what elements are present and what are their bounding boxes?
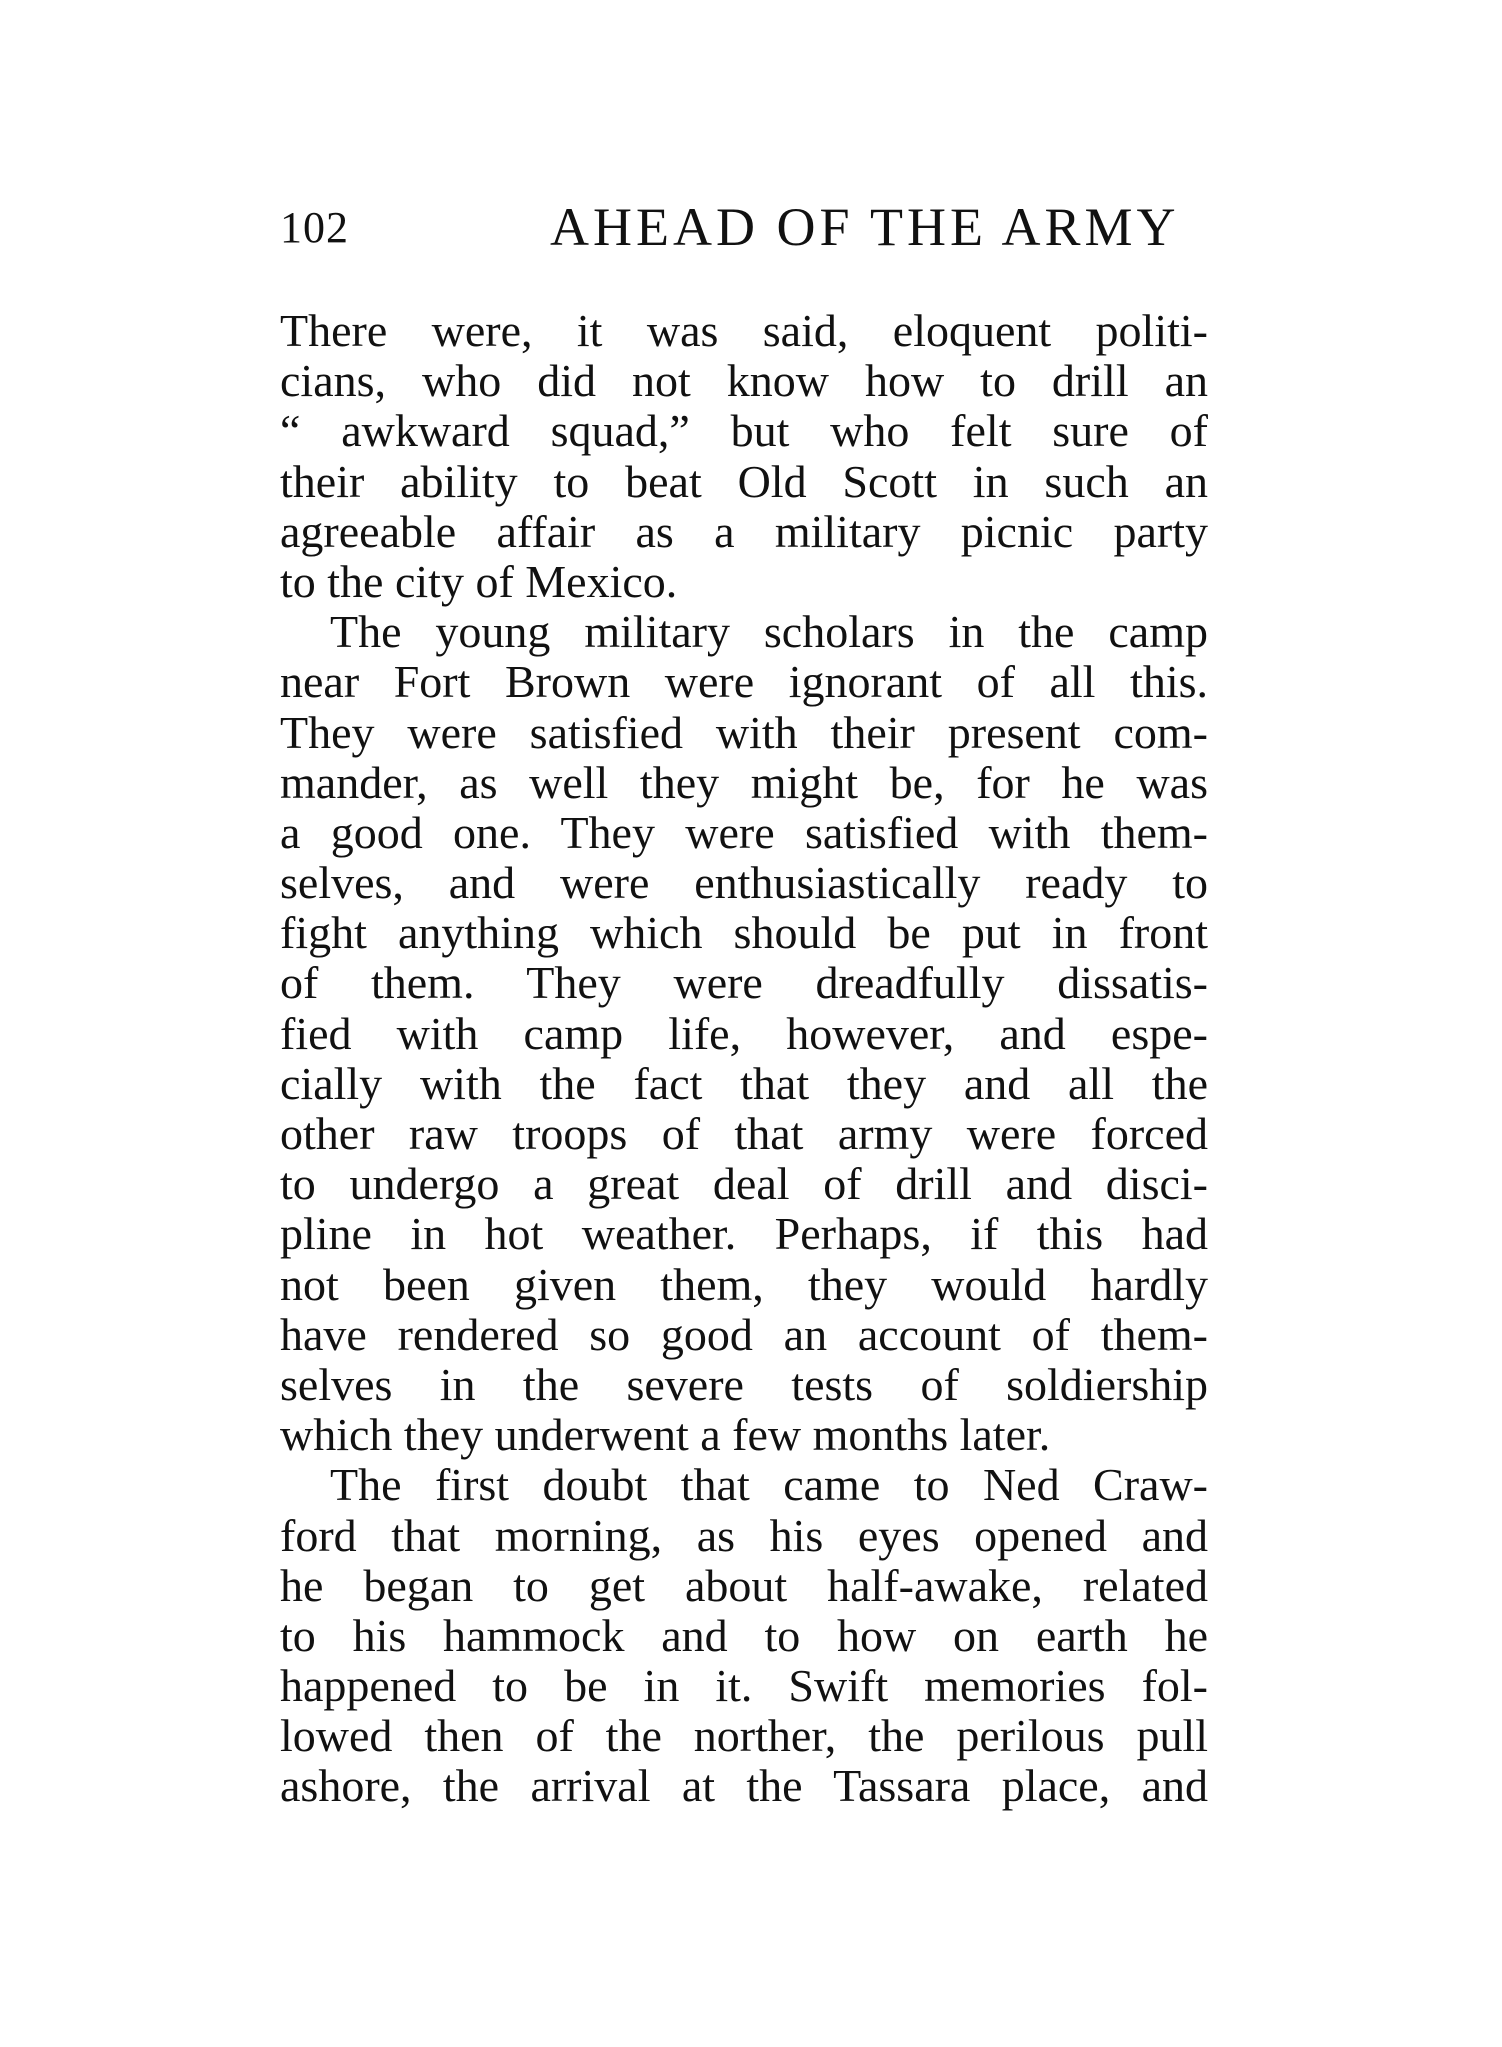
paragraph (280, 1460, 1208, 1811)
text-line: selves, and were enthusiastically ready to (280, 857, 1208, 909)
text-line: fight anything which should be put in front (280, 907, 1208, 959)
text-line: agreeable affair as a military picnic party (280, 505, 1208, 557)
text-line: fied with camp life, however, and espe- (280, 1007, 1208, 1059)
text-line: not been given them, they would hardly (280, 1258, 1208, 1310)
text-line: ford that morning, as his eyes opened and (280, 1509, 1208, 1561)
text-line: which they underwent a few months later. (280, 1409, 1051, 1461)
text-line: their ability to beat Old Scott in such an (280, 455, 1208, 507)
text-line: to his hammock and to how on earth he (280, 1609, 1208, 1661)
text-line: to the city of Mexico. (280, 555, 678, 607)
text-line: have rendered so good an account of them- (280, 1308, 1208, 1360)
text-line: of them. They were dreadfully dissatis- (280, 957, 1208, 1009)
text-line: near Fort Brown were ignorant of all this. (280, 656, 1208, 708)
text-line: lowed then of the norther, the perilous pull (280, 1710, 1208, 1762)
text-line: selves in the severe tests of soldiership (280, 1358, 1208, 1410)
paragraph (280, 607, 1208, 1460)
text-line: They were satisfied with their present com- (280, 706, 1208, 758)
text-line: a good one. They were satisfied with them- (280, 806, 1208, 858)
text-line: he began to get about half-awake, related (280, 1559, 1208, 1611)
text-line: cially with the fact that they and all the (280, 1057, 1208, 1109)
text-line: other raw troops of that army were forced (280, 1108, 1208, 1159)
text-line: There were, it was said, eloquent politi- (280, 305, 1208, 356)
text-line: mander, as well they might be, for he was (280, 756, 1208, 808)
running-head (280, 196, 1208, 266)
paragraph (280, 306, 1208, 607)
text-line: happened to be in it. Swift memories fol- (280, 1660, 1208, 1712)
text-line: pline in hot weather. Perhaps, if this had (280, 1208, 1208, 1260)
body-text (280, 306, 1208, 1812)
text-line: to undergo a great deal of drill and disci- (280, 1158, 1208, 1210)
page-number: 102 (280, 203, 349, 252)
text-line: “ awkward squad,” but who felt sure of (280, 405, 1208, 457)
running-title: AHEAD OF THE ARMY (550, 197, 1180, 257)
text-line: cians, who did not know how to drill an (280, 355, 1208, 407)
text-line: The first doubt that came to Ned Craw- (330, 1459, 1208, 1511)
text-line: The young military scholars in the camp (330, 606, 1208, 658)
text-line: ashore, the arrival at the Tassara place, and (280, 1760, 1208, 1812)
